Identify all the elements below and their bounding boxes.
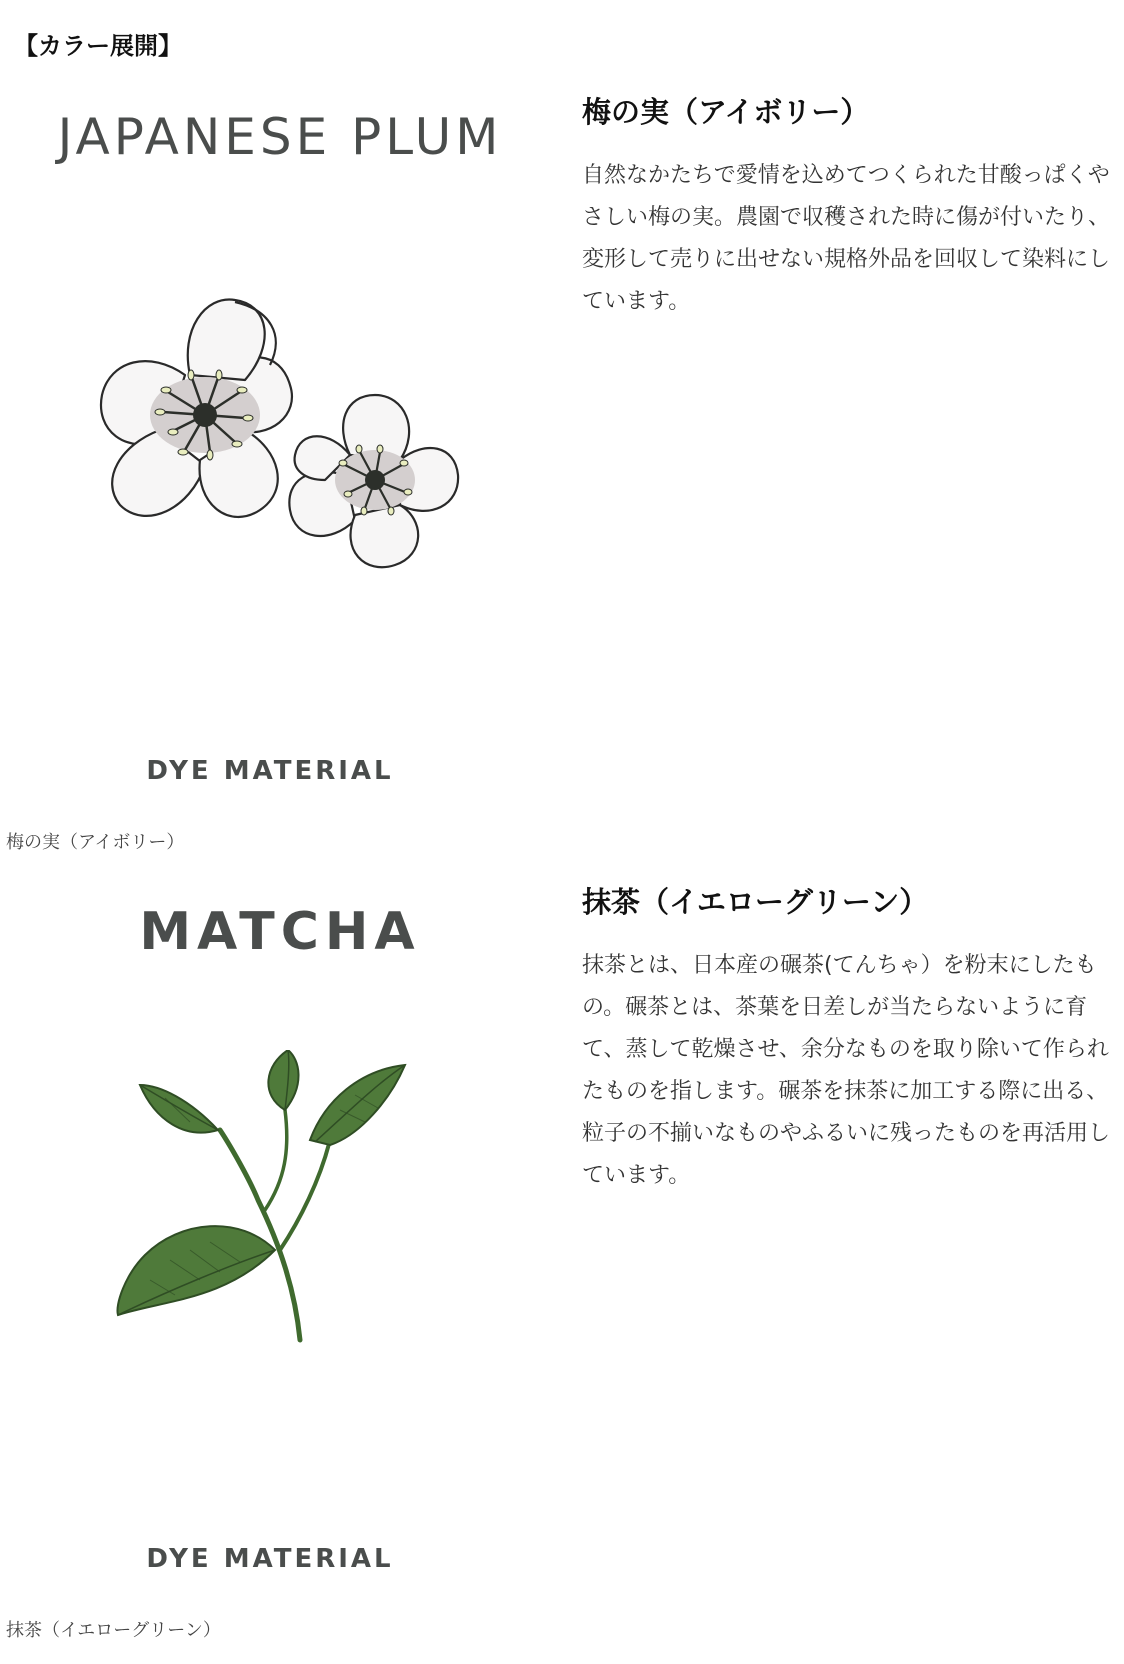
- description-column: [582, 880, 1118, 1197]
- art-footer: DYE MATERIAL: [146, 1544, 394, 1574]
- item-description: 抹茶とは、日本産の碾茶(てんちゃ）を粉末にしたもの。碾茶とは、茶葉を日差しが当たらないように育て、蒸して乾燥させ、余分なものを取り除いて作られたものを指します。碾茶を抹茶に加工する際に出る、粒子の不揃いなものやふるいに残ったものを再活用しています。: [582, 953, 1111, 1188]
- art-title: MATCHA: [139, 902, 421, 962]
- art-footer: DYE MATERIAL: [146, 756, 394, 786]
- art-title: JAPANESE PLUM: [57, 108, 503, 166]
- description-column: [582, 90, 1118, 323]
- plum-blossom-icon: [80, 280, 480, 580]
- item-title: 抹茶（イエローグリーン）: [582, 885, 929, 919]
- plum-illustration-card: [0, 80, 560, 810]
- tea-leaf-icon: [110, 1050, 430, 1350]
- item-title: 梅の実（アイボリー）: [582, 95, 870, 129]
- item-description: 自然なかたちで愛情を込めてつくられた甘酸っぱくやさしい梅の実。農園で収穫された時に傷が付いたり、変形して売りに出せない規格外品を回収して染料にしています。: [582, 163, 1111, 314]
- matcha-illustration-card: [0, 870, 560, 1600]
- image-caption: 抹茶（イエローグリーン）: [6, 1620, 221, 1641]
- color-item-plum: [0, 80, 1124, 860]
- color-item-matcha: [0, 870, 1124, 1650]
- image-caption: 梅の実（アイボリー）: [6, 832, 185, 853]
- section-heading: 【カラー展開】: [14, 32, 182, 60]
